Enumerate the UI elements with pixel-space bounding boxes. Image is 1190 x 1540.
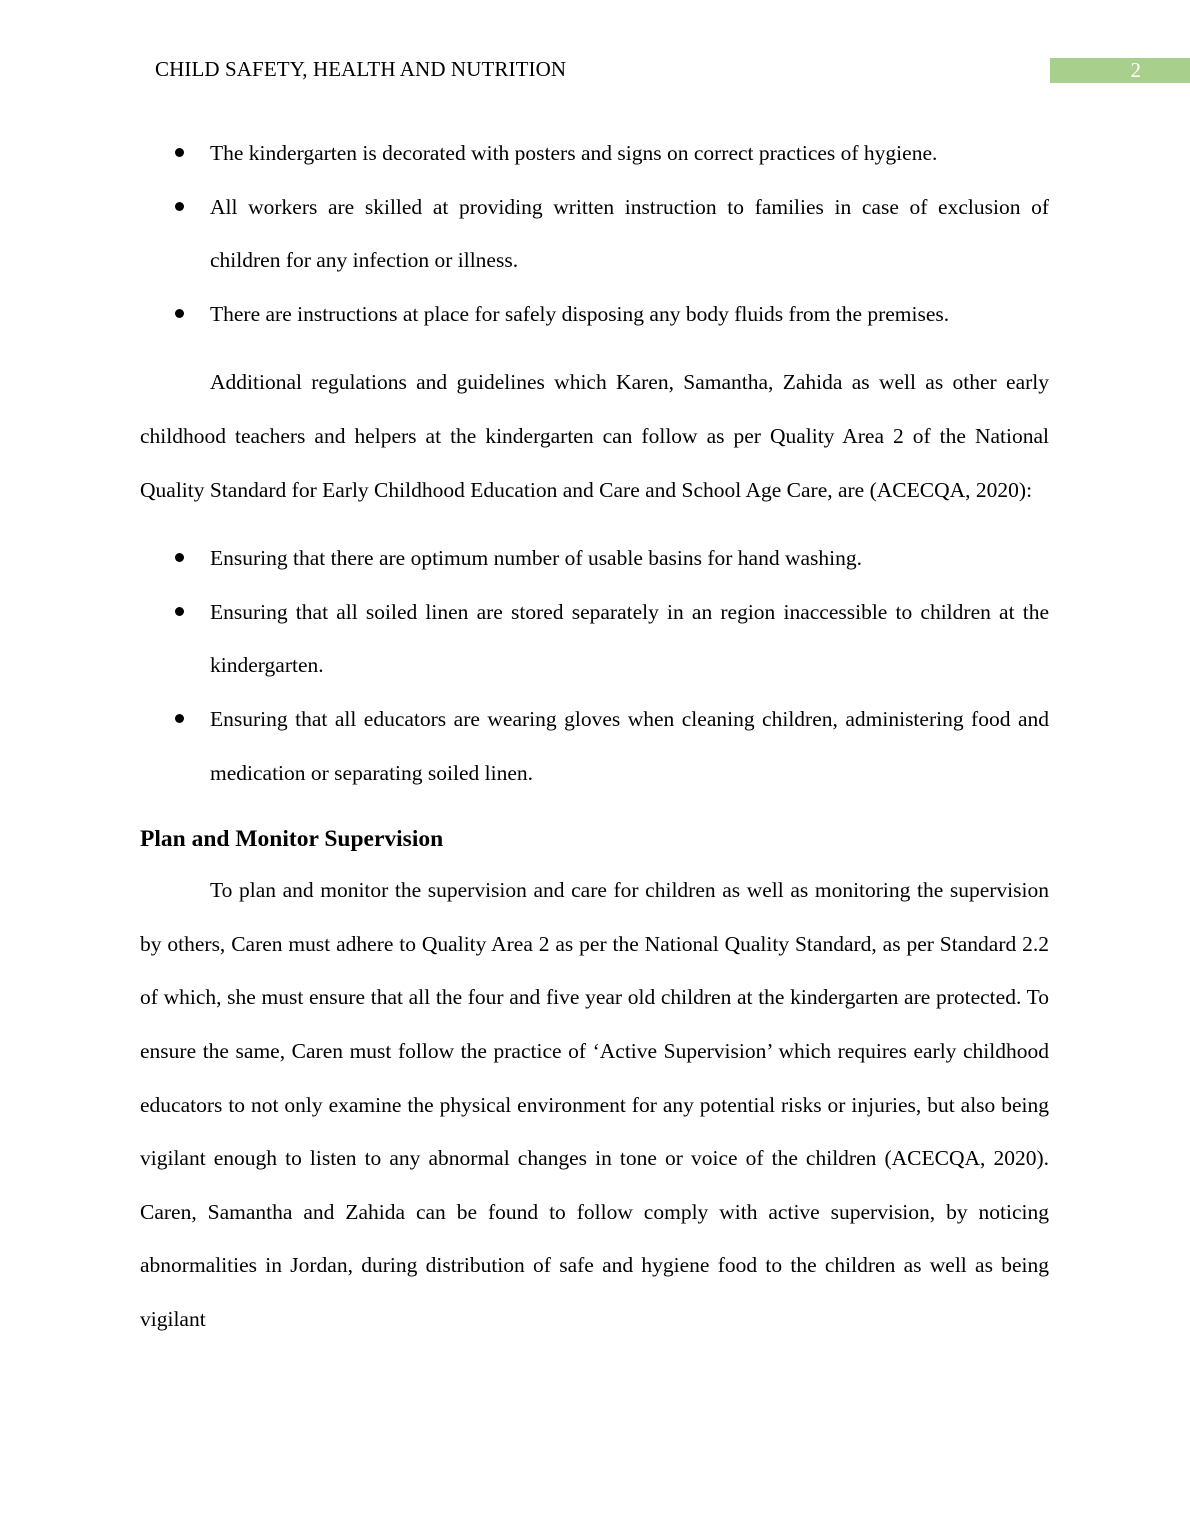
bullet-icon	[175, 148, 184, 157]
list-item	[140, 586, 1049, 693]
list-item-text: All workers are skilled at providing written instruction to families in case of exclusion of children for any infection or illness.	[210, 194, 1049, 273]
body-paragraph: To plan and monitor the supervision and care for children as well as monitoring the supervision by others, Caren must adhere to Quality Area 2 as per the National Quality Standard, as per Standard 2.2 of which, she must ensure that all the four and five year old children at the kindergarten are protected. To ensure the same, Caren must follow the practice of ‘Active Supervision’ which requires early childhood educators to not only examine the physical environment for any potential risks or injuries, but also being vigilant enough to listen to any abnormal changes in tone or voice of the children (ACECQA, 2020). Caren, Samantha and Zahida can be found to follow comply with active supervision, by noticing abnormalities in Jordan, during distribution of safe and hygiene food to the children as well as being vigilant	[140, 878, 1049, 1331]
page-number-box	[1050, 58, 1190, 83]
hygiene-practices-list	[140, 127, 1049, 341]
document-body	[140, 127, 1049, 1346]
list-item-text: Ensuring that all educators are wearing gloves when cleaning children, administering food and medication or separating soiled linen.	[210, 706, 1049, 785]
list-item	[140, 288, 1049, 342]
list-item-text: There are instructions at place for safely disposing any body fluids from the premises.	[210, 301, 950, 326]
section-heading: Plan and Monitor Supervision	[140, 826, 444, 853]
page-number: 2	[1130, 58, 1141, 82]
list-item	[140, 693, 1049, 800]
body-paragraph: Additional regulations and guidelines which Karen, Samantha, Zahida as well as other early childhood teachers and helpers at the kindergarten can follow as per Quality Area 2 of the National Quality Standard for Early Childhood Education and Care and School Age Care, are (ACECQA, 2020):	[140, 370, 1049, 502]
list-item	[140, 127, 1049, 181]
regulations-list	[140, 532, 1049, 800]
bullet-icon	[175, 714, 184, 723]
list-item-text: Ensuring that all soiled linen are stored separately in an region inaccessible to children at the kindergarten.	[210, 599, 1049, 678]
bullet-icon	[175, 309, 184, 318]
list-item	[140, 181, 1049, 288]
list-item	[140, 532, 1049, 586]
list-item-text: The kindergarten is decorated with posters and signs on correct practices of hygiene.	[210, 141, 938, 165]
running-head: CHILD SAFETY, HEALTH AND NUTRITION	[155, 57, 567, 81]
bullet-icon	[175, 607, 184, 616]
list-item-text: Ensuring that there are optimum number of usable basins for hand washing.	[210, 546, 863, 571]
bullet-icon	[175, 202, 184, 211]
bullet-icon	[175, 553, 184, 562]
